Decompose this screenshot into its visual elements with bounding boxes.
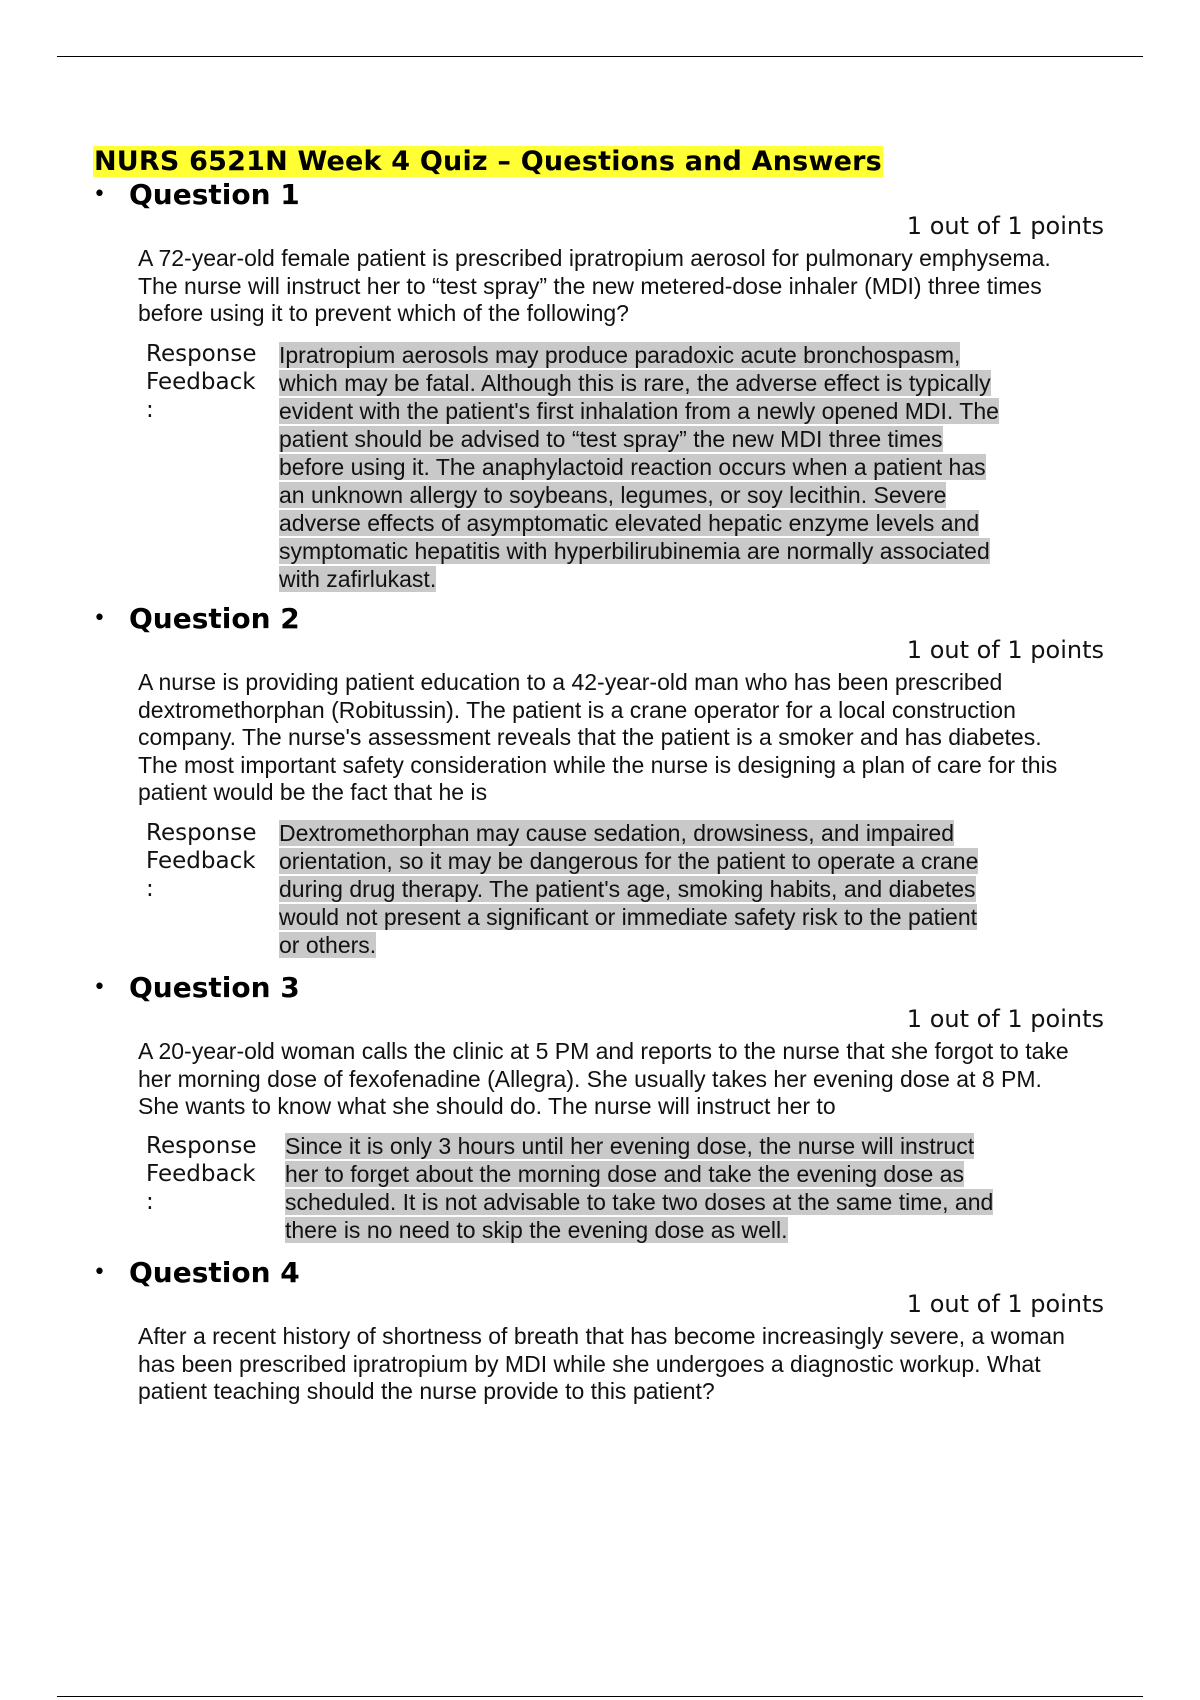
question-title: Question 4 [129, 1256, 300, 1289]
bullet-icon: • [93, 606, 106, 631]
question-header [93, 1255, 300, 1291]
question-score: 1 out of 1 points [906, 212, 1104, 240]
question-header [93, 601, 300, 637]
top-rule [57, 56, 1143, 57]
question-header [93, 970, 300, 1006]
bullet-icon: • [93, 1260, 106, 1285]
response-feedback-label: Response Feedback : [146, 341, 257, 423]
bottom-rule [57, 1696, 1143, 1697]
question-title: Question 1 [129, 178, 300, 211]
question-title: Question 3 [129, 971, 300, 1004]
question-text: After a recent history of shortness of breath that has become increasingly severe, a woman has been prescribed ipratropium by MDI while she undergoes a diagnostic workup. What patient teaching should the nurse provide to this patient? [138, 1323, 1065, 1404]
question-score: 1 out of 1 points [906, 1290, 1104, 1318]
question-text: A nurse is providing patient education to a 42-year-old man who has been prescribed dextromethorphan (Robitussin). The patient is a crane operator for a local construction company. The nurse's assessment reveals that the patient is a smoker and has diabetes. The most important safety consideration while the nurse is designing a plan of care for this patient would be the fact that he is [138, 669, 1058, 805]
page-title [93, 145, 883, 179]
question-text: A 72-year-old female patient is prescribed ipratropium aerosol for pulmonary emphysema. The nurse will instruct her to “test spray” the new metered-dose inhaler (MDI) three times before using it to prevent which of the following? [138, 245, 1051, 326]
question-title: Question 2 [129, 602, 300, 635]
question-score: 1 out of 1 points [906, 636, 1104, 664]
response-feedback-text: Ipratropium aerosols may produce paradoxic acute bronchospasm, which may be fatal. Although this is rare, the adverse effect is typically evident with the patient's first inhalation from a newly opened MDI. The patient should be advised to “test spray” the new MDI three times before using it. The anaphylactoid reaction occurs when a patient has an unknown allergy to soybeans, legumes, or soy lecithin. Severe adverse effects of asymptomatic elevated hepatic enzyme levels and symptomatic hepatitis with hyperbilirubinemia are normally associated with zafirlukast. [279, 342, 999, 592]
question-score: 1 out of 1 points [906, 1005, 1104, 1033]
bullet-icon: • [93, 975, 106, 1000]
page-title-text: NURS 6521N Week 4 Quiz – Questions and Answers [94, 146, 882, 177]
response-feedback-label: Response Feedback : [146, 1133, 257, 1215]
response-feedback-text: Dextromethorphan may cause sedation, drowsiness, and impaired orientation, so it may be dangerous for the patient to operate a crane during drug therapy. The patient's age, smoking habits, and diabetes would not present a significant or immediate safety risk to the patient or others. [279, 820, 979, 958]
response-feedback-text: Since it is only 3 hours until her evening dose, the nurse will instruct her to forget about the morning dose and take the evening dose as scheduled. It is not advisable to take two doses at the same time, and there is no need to skip the evening dose as well. [285, 1133, 994, 1243]
question-header [93, 177, 300, 213]
bullet-icon: • [93, 182, 106, 207]
response-feedback-label: Response Feedback : [146, 820, 257, 902]
question-text: A 20-year-old woman calls the clinic at 5 PM and reports to the nurse that she forgot to take her morning dose of fexofenadine (Allegra). She usually takes her evening dose at 8 PM. She wants to know what she should do. The nurse will instruct her to [138, 1038, 1069, 1119]
